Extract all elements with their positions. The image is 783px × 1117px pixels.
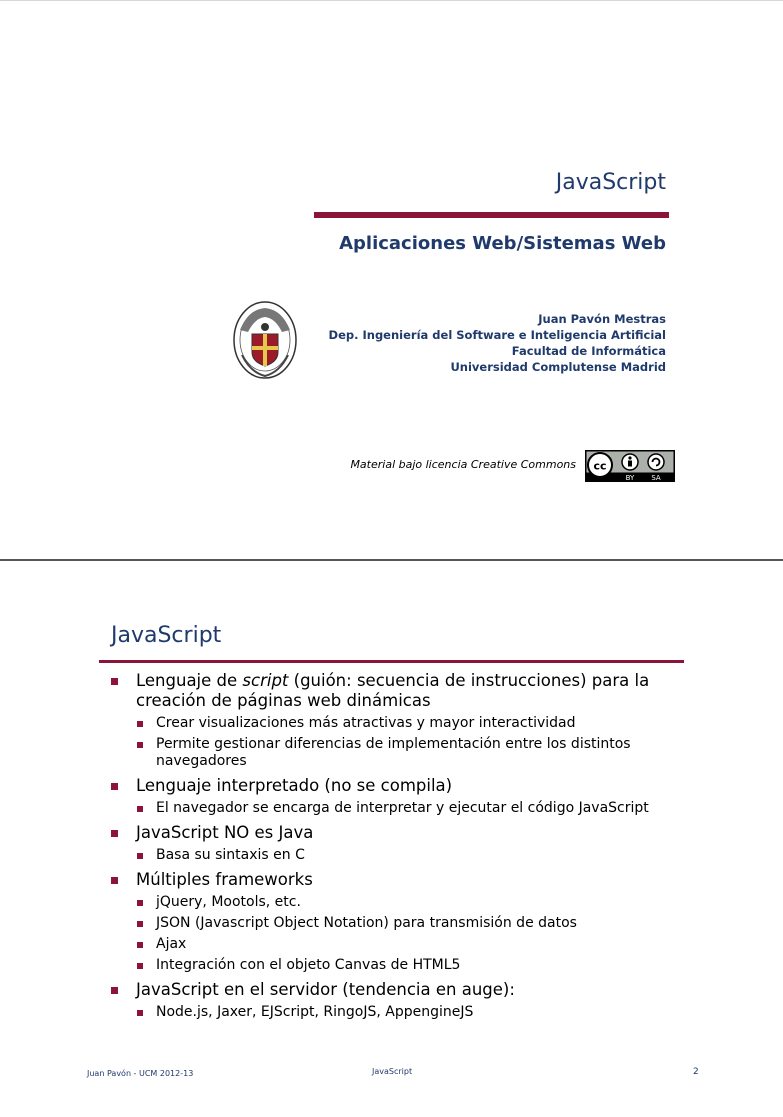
license-text: Material bajo licencia Creative Commons (350, 458, 576, 471)
author-faculty: Facultad de Informática (511, 344, 666, 358)
slide2-bullet-list (111, 671, 701, 1021)
cc-sa-label: SA (651, 474, 661, 482)
bullet-emphasis: script (242, 671, 289, 690)
sub-bullet: Ajax (111, 936, 701, 953)
author-department: Dep. Ingeniería del Software e Inteligencia Artificial (328, 328, 666, 342)
sub-bullet: Permite gestionar diferencias de implementación entre los distintos navegadores (111, 736, 701, 770)
sub-bullet: jQuery, Mootols, etc. (111, 894, 701, 911)
creative-commons-badge-icon (585, 450, 675, 482)
cc-by-label: BY (625, 474, 635, 482)
sub-bullet: Basa su sintaxis en C (111, 847, 701, 864)
slide-divider (0, 559, 783, 561)
slide1-subtitle: Aplicaciones Web/Sistemas Web (339, 233, 666, 254)
bullet-frameworks: Múltiples frameworks (111, 870, 701, 890)
sub-bullet: Integración con el objeto Canvas de HTML5 (111, 957, 701, 974)
author-block (329, 311, 666, 375)
sub-bullet: Node.js, Jaxer, EJScript, RingoJS, AppengineJS (111, 1004, 701, 1021)
university-seal-icon (230, 300, 300, 384)
slide1-title: JavaScript (555, 170, 666, 195)
sub-bullet: Crear visualizaciones más atractivas y mayor interactividad (111, 715, 701, 732)
slide1-title-bar (314, 212, 669, 218)
page-number: 2 (693, 1067, 699, 1077)
page-top-border (0, 0, 783, 1)
bullet-interpreted: Lenguaje interpretado (no se compila) (111, 776, 701, 796)
bullet-server-side: JavaScript en el servidor (tendencia en auge): (111, 980, 701, 1000)
cc-main-label: cc (593, 459, 607, 473)
author-university: Universidad Complutense Madrid (450, 360, 666, 374)
sub-bullet: JSON (Javascript Object Notation) para transmisión de datos (111, 915, 701, 932)
footer-title: JavaScript (372, 1067, 413, 1076)
footer-author: Juan Pavón - UCM 2012-13 (87, 1069, 194, 1078)
slide2-title: JavaScript (111, 623, 222, 648)
sub-bullet: El navegador se encarga de interpretar y ejecutar el código JavaScript (111, 800, 701, 817)
bullet-not-java: JavaScript NO es Java (111, 823, 701, 843)
bullet-scripting-language: Lenguaje de script (guión: secuencia de instrucciones) para la creación de páginas web dinámicas (111, 671, 701, 711)
author-name: Juan Pavón Mestras (538, 312, 666, 326)
slide2-title-bar (99, 660, 684, 663)
